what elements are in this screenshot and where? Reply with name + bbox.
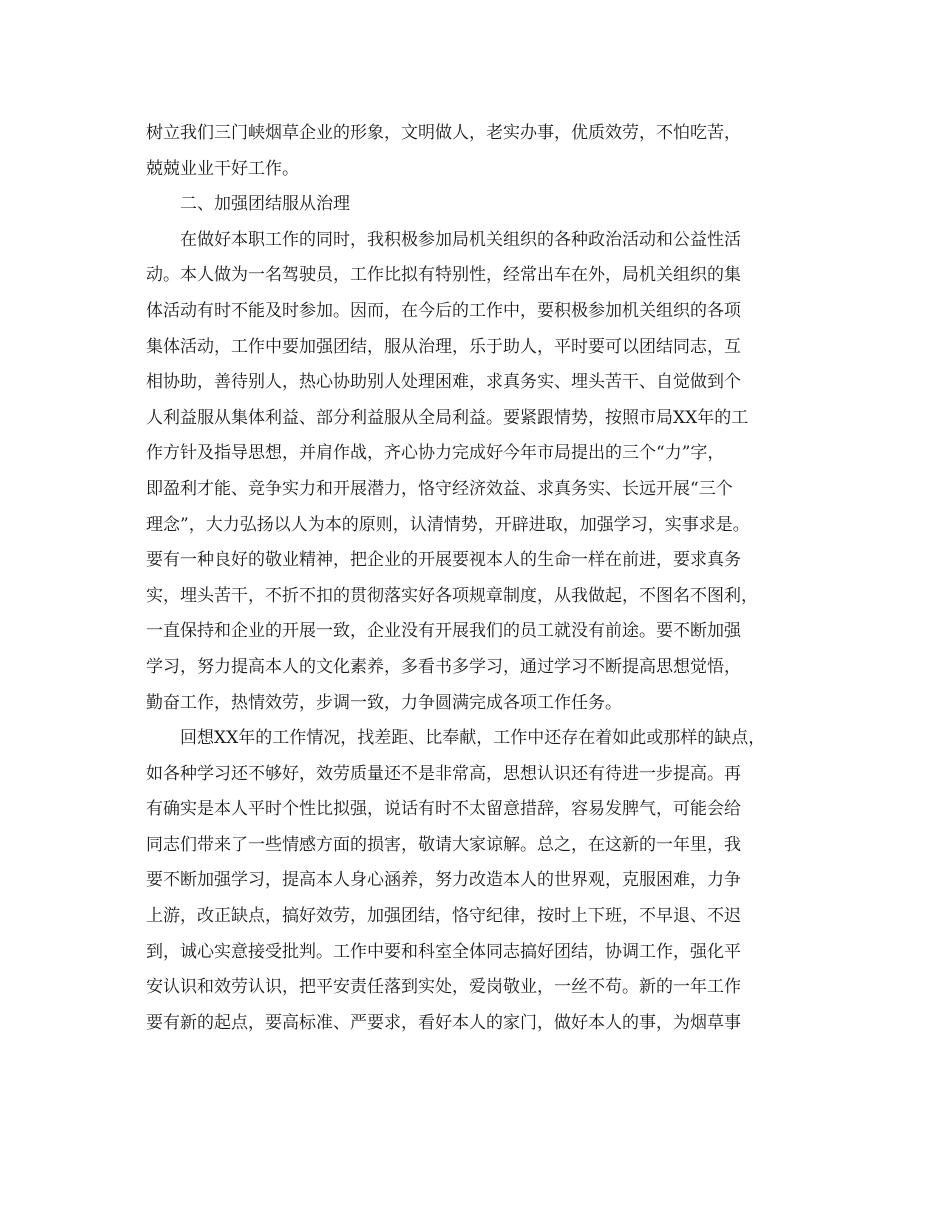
text-line: 有确实是本人平时个性比拟强，说话有时不太留意措辞，容易发脾气，可能会给: [146, 799, 741, 820]
text-line: 实，埋头苦干，不折不扣的贯彻落实好各项规章制度，从我做起，不图名不图利，: [146, 585, 758, 606]
text-line: 即盈利才能、竞争实力和开展潜力，恪守经济效益、求真务实、长远开展“三个: [146, 478, 733, 499]
text-line: 集体活动，工作中要加强团结，服从治理，乐于助人，平时要可以团结同志，互: [146, 336, 741, 357]
text-line: 回想XX年的工作情况，找差距、比奉献，工作中还存在着如此或那样的缺点，: [180, 728, 766, 749]
text-line: 兢兢业业干好工作。: [146, 158, 299, 179]
section-heading: 二、加强团结服从治理: [180, 194, 350, 215]
text-line: 如各种学习还不够好，效劳质量还不是非常高，思想认识还有待进一步提高。再: [146, 763, 741, 784]
text-line: 上游，改正缺点，搞好效劳，加强团结，恪守纪律，按时上下班，不早退、不迟: [146, 906, 741, 927]
text-line: 理念”，大力弘扬以人为本的原则，认清情势，开辟进取，加强学习，实事求是。: [146, 514, 750, 535]
text-line: 安认识和效劳认识，把平安责任落到实处，爱岗敬业，一丝不苟。新的一年工作: [146, 977, 741, 998]
body-text: [146, 116, 816, 1041]
text-line: 作方针及指导思想，并肩作战，齐心协力完成好今年市局提出的三个“力”字，: [146, 443, 725, 464]
text-line: 相协助，善待别人，热心协助别人处理困难，求真务实、埋头苦干、自觉做到个: [146, 372, 741, 393]
text-line: 动。本人做为一名驾驶员，工作比拟有特别性，经常出车在外，局机关组织的集: [146, 265, 741, 286]
text-line: 人利益服从集体利益、部分利益服从全局利益。要紧跟情势，按照市局XX年的工: [146, 407, 749, 428]
text-line: 在做好本职工作的同时，我积极参加局机关组织的各种政治活动和公益性活: [180, 229, 741, 250]
text-line: 到，诚心实意接受批判。工作中要和科室全体同志搞好团结，协调工作，强化平: [146, 941, 741, 962]
text-line: 学习，努力提高本人的文化素养，多看书多学习，通过学习不断提高思想觉悟，: [146, 656, 741, 677]
text-line: 体活动有时不能及时参加。因而，在今后的工作中，要积极参加机关组织的各项: [146, 300, 741, 321]
text-line: 同志们带来了一些情感方面的损害，敬请大家谅解。总之，在这新的一年里，我: [146, 834, 741, 855]
text-line: 一直保持和企业的开展一致，企业没有开展我们的员工就没有前途。要不断加强: [146, 621, 741, 642]
text-line: 勤奋工作，热情效劳，步调一致，力争圆满完成各项工作任务。: [146, 692, 622, 713]
text-line: 要有一种良好的敬业精神，把企业的开展要视本人的生命一样在前进，要求真务: [146, 550, 741, 571]
text-line: 树立我们三门峡烟草企业的形象，文明做人，老实办事，优质效劳，不怕吃苦，: [146, 123, 741, 143]
text-line: 要有新的起点，要高标准、严要求，看好本人的家门，做好本人的事，为烟草事: [146, 1012, 741, 1033]
text-line: 要不断加强学习，提高本人身心涵养，努力改造本人的世界观，克服困难，力争: [146, 870, 741, 891]
